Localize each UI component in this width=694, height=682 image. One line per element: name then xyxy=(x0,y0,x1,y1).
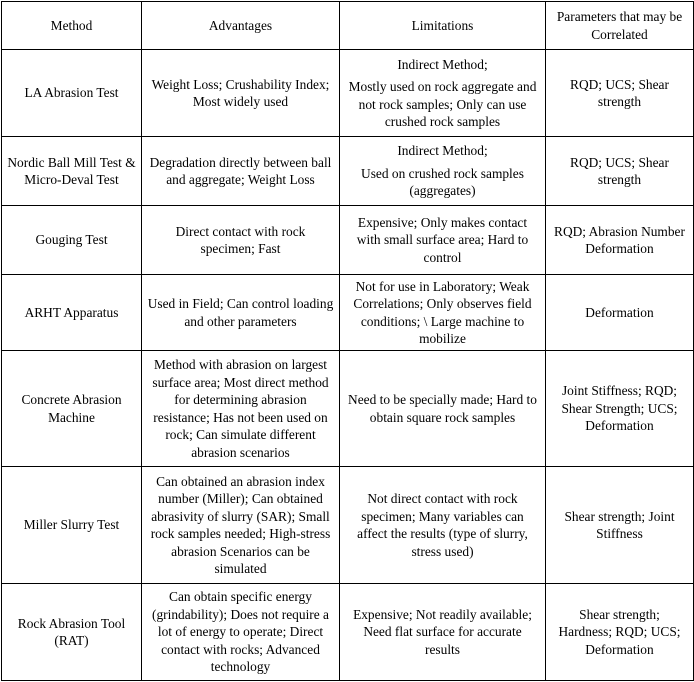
advantages-cell: Weight Loss; Crushability Index; Most widely used xyxy=(142,50,340,137)
advantages-cell: Degradation directly between ball and aggregate; Weight Loss xyxy=(142,137,340,206)
limitations-cell: Need to be specially made; Hard to obtain square rock samples xyxy=(340,351,546,467)
limitations-line-1: Indirect Method; xyxy=(397,56,488,72)
header-limitations: Limitations xyxy=(340,2,546,50)
parameters-cell: Shear strength; Joint Stiffness xyxy=(546,467,694,584)
limitations-cell xyxy=(340,50,546,137)
header-parameters: Parameters that may be Correlated xyxy=(546,2,694,50)
limitations-cell xyxy=(340,137,546,206)
parameters-cell: RQD; UCS; Shear strength xyxy=(546,50,694,137)
table-row xyxy=(2,275,694,351)
advantages-cell: Direct contact with rock specimen; Fast xyxy=(142,206,340,275)
limitations-line-2: Mostly used on rock aggregate and not rock samples; Only can use crushed rock samples xyxy=(348,79,537,129)
limitations-cell: Expensive; Not readily available; Need flat surface for accurate results xyxy=(340,584,546,681)
limitations-cell: Not direct contact with rock specimen; Many variables can affect the results (type of slurry, stress used) xyxy=(340,467,546,584)
parameters-cell: Shear strength; Hardness; RQD; UCS; Deformation xyxy=(546,584,694,681)
advantages-cell: Used in Field; Can control loading and other parameters xyxy=(142,275,340,351)
header-advantages: Advantages xyxy=(142,2,340,50)
table-row xyxy=(2,50,694,137)
table-row xyxy=(2,206,694,275)
table-row xyxy=(2,584,694,681)
method-cell: Rock Abrasion Tool (RAT) xyxy=(2,584,142,681)
advantages-cell: Can obtained an abrasion index number (Miller); Can obtained abrasivity of slurry (SAR); Small rock samples needed; High-stress abrasion Scenarios can be simulated xyxy=(142,467,340,584)
table-row xyxy=(2,351,694,467)
advantages-cell: Can obtain specific energy (grindability); Does not require a lot of energy to operate; Direct contact with rocks; Advanced technology xyxy=(142,584,340,681)
table-row xyxy=(2,137,694,206)
header-row xyxy=(2,2,694,50)
limitations-line-2: Used on crushed rock samples (aggregates) xyxy=(361,165,524,199)
method-cell: ARHT Apparatus xyxy=(2,275,142,351)
parameters-cell: RQD; Abrasion Number Deformation xyxy=(546,206,694,275)
parameters-cell: RQD; UCS; Shear strength xyxy=(546,137,694,206)
parameters-cell: Joint Stiffness; RQD; Shear Strength; UCS; Deformation xyxy=(546,351,694,467)
table-row xyxy=(2,467,694,584)
methods-comparison-table xyxy=(1,1,694,681)
header-method: Method xyxy=(2,2,142,50)
parameters-cell: Deformation xyxy=(546,275,694,351)
method-cell: Concrete Abrasion Machine xyxy=(2,351,142,467)
advantages-cell: Method with abrasion on largest surface area; Most direct method for determining abrasion resistance; Has not been used on rock; Can simulate different abrasion scenarios xyxy=(142,351,340,467)
method-cell: Miller Slurry Test xyxy=(2,467,142,584)
method-cell: LA Abrasion Test xyxy=(2,50,142,137)
limitations-cell: Expensive; Only makes contact with small surface area; Hard to control xyxy=(340,206,546,275)
limitations-line-1: Indirect Method; xyxy=(397,143,488,159)
method-cell: Nordic Ball Mill Test & Micro-Deval Test xyxy=(2,137,142,206)
limitations-cell: Not for use in Laboratory; Weak Correlations; Only observes field conditions; \ Large machine to mobilize xyxy=(340,275,546,351)
method-cell: Gouging Test xyxy=(2,206,142,275)
